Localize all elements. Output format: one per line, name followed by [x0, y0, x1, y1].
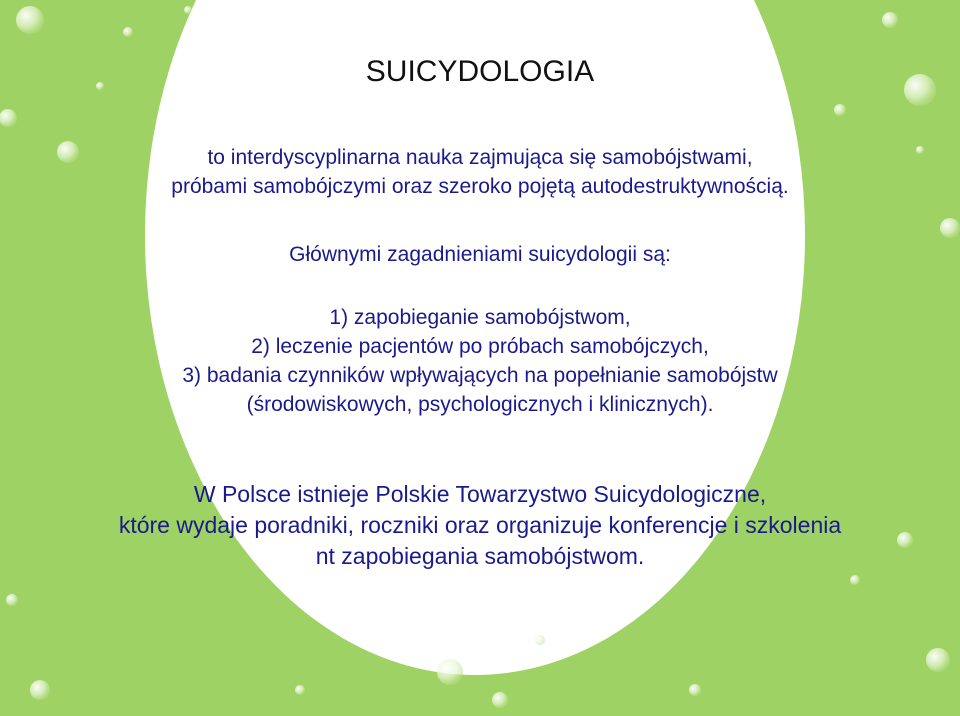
bubble [834, 104, 846, 116]
bubble [57, 141, 79, 163]
definition-line: to interdyscyplinarna nauka zajmująca się samobójstwami, [207, 146, 753, 169]
bubble [492, 692, 508, 708]
bubble [689, 684, 701, 696]
list-item: 1) zapobieganie samobójstwom, [329, 306, 631, 329]
list-item: 2) leczenie pacjentów po próbach samobójczych, [251, 335, 709, 358]
slide-title: SUICYDOLOGIA [365, 55, 595, 88]
list-item: (środowiskowych, psychologicznych i klinicznych). [246, 393, 714, 416]
bubble [437, 659, 463, 685]
poland-line: W Polsce istnieje Polskie Towarzystwo Suicydologiczne, [193, 481, 767, 507]
issues-list [100, 303, 860, 419]
definition-text [130, 143, 830, 201]
bubble [926, 648, 950, 672]
bubble [30, 680, 50, 700]
bubble [850, 575, 860, 585]
bubble [882, 12, 898, 28]
poland-society-text [40, 479, 920, 572]
bubble [535, 635, 545, 645]
poland-line: które wydaje poradniki, roczniki oraz organizuje konferencje i szkolenia [118, 512, 842, 538]
bubble [16, 6, 44, 34]
bubble [123, 27, 133, 37]
definition-line: próbami samobójczymi oraz szeroko pojętą autodestruktywnością. [171, 175, 789, 198]
list-item: 3) badania czynników wpływających na popełnianie samobójstw [182, 364, 778, 387]
bubble [6, 594, 18, 606]
bubble [916, 146, 924, 154]
bubble [940, 218, 960, 238]
poland-line: nt zapobiegania samobójstwom. [315, 543, 645, 569]
bubble [295, 685, 305, 695]
bubble [184, 6, 192, 14]
issues-heading: Głównymi zagadnieniami suicydologii są: [289, 243, 671, 266]
